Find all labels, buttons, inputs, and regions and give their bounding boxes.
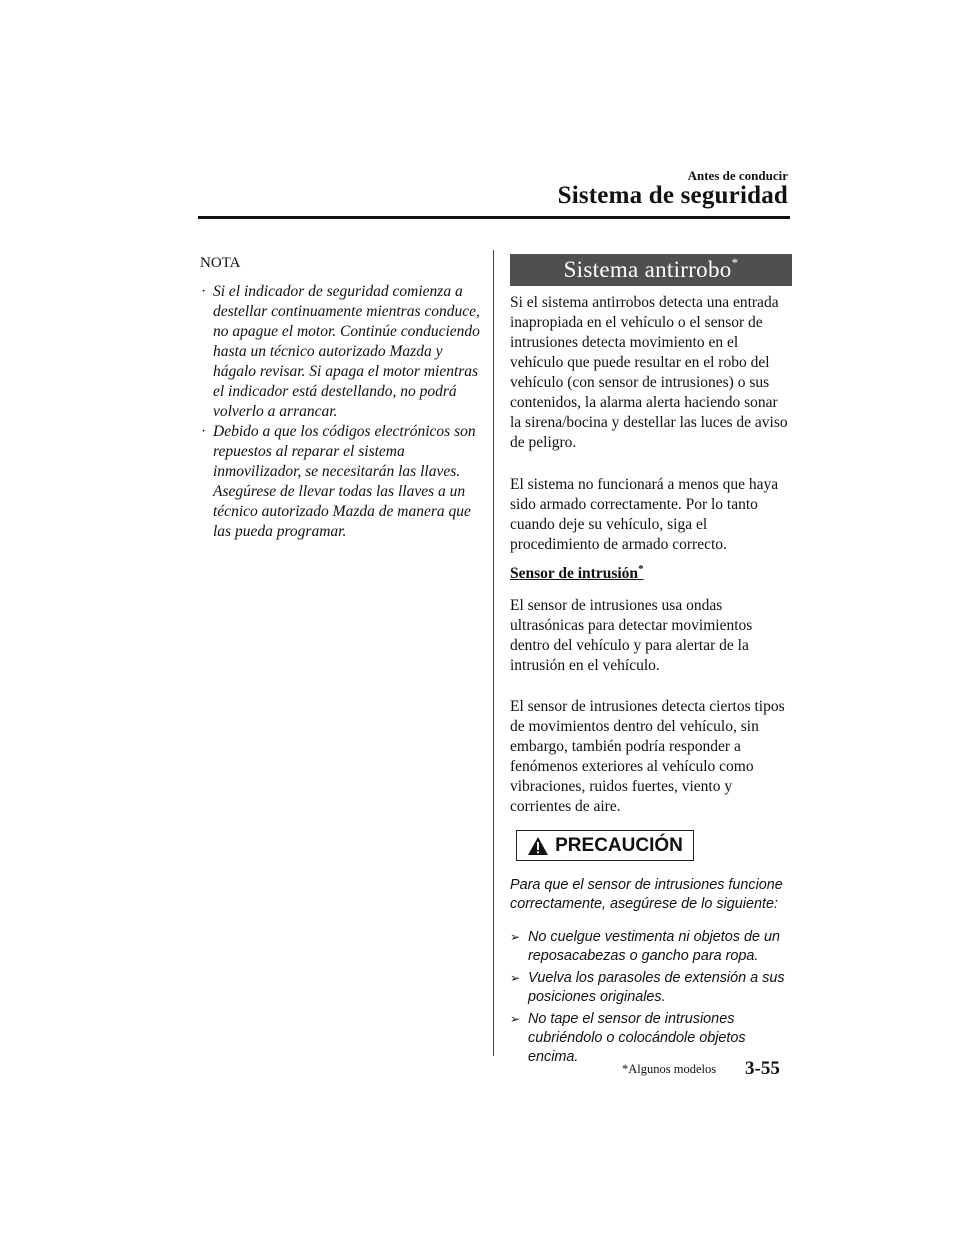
caution-item — [510, 969, 792, 1007]
header-section-label: Antes de conducir — [687, 168, 788, 183]
sensor-paragraph: El sensor de intrusiones usa ondas ultrasónicas para detectar movimientos dentro del vehículo y para alertar de la intrusión en el vehículo. — [510, 597, 753, 674]
caution-item-text: Vuelva los parasoles de extensión a sus posiciones originales. — [528, 970, 785, 1006]
column-divider — [493, 250, 494, 1056]
footer-note: *Algunos modelos — [622, 1062, 717, 1076]
sensor-detail-paragraph: El sensor de intrusiones detecta ciertos tipos de movimientos dentro del vehículo, sin embargo, también podría responder a fenómenos exteriores al vehículo como vibraciones, ruidos fuertes, viento y corrientes de aire. — [510, 698, 785, 815]
arming-paragraph: El sistema no funcionará a menos que haya sido armado correctamente. Por lo tanto cuando deje su vehículo, siga el procedimiento de armado correcto. — [510, 476, 779, 553]
nota-item-text: Si el indicador de seguridad comienza a destellar continuamente mientras conduce, no apague el motor. Continúe conduciendo hasta un técnico autorizado Mazda y hágalo revisar. Si apaga el motor mientras el indicador está destellando, no podrá volverlo a arrancar. — [213, 283, 480, 420]
right-column — [510, 254, 792, 1070]
page-number: 3-55 — [745, 1058, 780, 1079]
asterisk-mark: * — [731, 255, 739, 270]
caution-item-text: No tape el sensor de intrusiones cubriéndolo o colocándole objetos encima. — [528, 1011, 746, 1066]
arrow-right-icon: ➢ — [510, 930, 521, 945]
caution-item-text: No cuelgue vestimenta ni objetos de un reposacabezas o gancho para ropa. — [528, 929, 780, 965]
section-banner-title: Sistema antirrobo — [563, 257, 732, 282]
left-column — [200, 255, 480, 542]
section-banner — [510, 254, 792, 286]
caution-label: PRECAUCIÓN — [555, 834, 683, 856]
asterisk-mark: * — [638, 562, 644, 575]
arrow-right-icon: ➢ — [510, 1012, 521, 1027]
warning-triangle-icon — [527, 836, 549, 856]
arrow-right-icon: ➢ — [510, 971, 521, 986]
caution-intro: Para que el sensor de intrusiones funcione correctamente, asegúrese de lo siguiente: — [510, 877, 783, 912]
dot-bullet-icon: · — [201, 283, 207, 300]
dot-bullet-icon: · — [201, 423, 207, 440]
header-rule — [198, 216, 790, 219]
nota-heading: NOTA — [200, 255, 241, 271]
subheading — [510, 564, 792, 584]
page-title: Sistema de seguridad — [557, 182, 788, 209]
intro-paragraph: Si el sistema antirrobos detecta una entrada inapropiada en el vehículo o el sensor de intrusiones detecta movimiento en el vehículo que puede resultar en el robo del vehículo (con sensor de intrusiones) o sus contenidos, la alarma alerta haciendo sonar la sirena/bocina y destellar las luces de aviso de peligro. — [510, 294, 788, 451]
nota-list — [200, 282, 480, 542]
nota-item — [200, 282, 480, 422]
caution-list — [510, 928, 792, 1067]
nota-item — [200, 422, 480, 542]
caution-item — [510, 928, 792, 966]
subheading-text: Sensor de intrusión — [510, 565, 639, 582]
caution-box — [516, 830, 694, 861]
nota-item-text: Debido a que los códigos electrónicos son repuestos al reparar el sistema inmovilizador, se necesitarán las llaves. Asegúrese de llevar todas las llaves a un técnico autorizado Mazda de manera que las pueda programar. — [213, 423, 476, 540]
